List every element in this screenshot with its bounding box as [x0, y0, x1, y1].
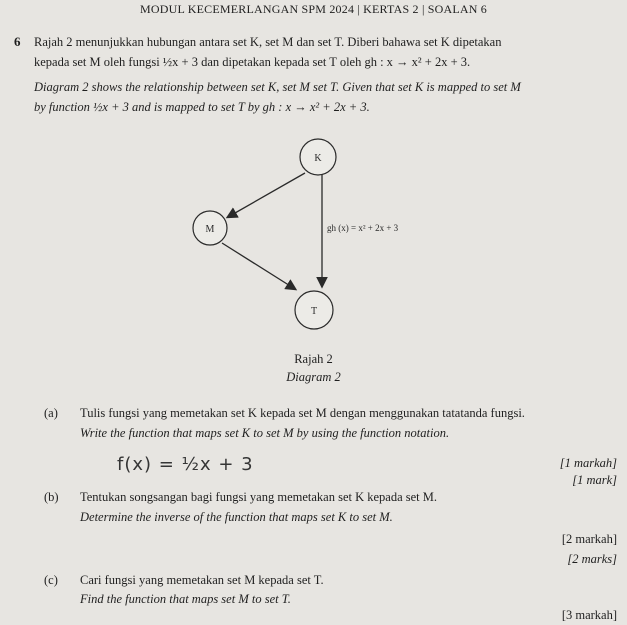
- question-number: 6: [14, 34, 21, 49]
- edge-m-to-t: [222, 243, 295, 289]
- node-m: [193, 211, 227, 245]
- part-b-marks-malay: [2 markah]: [561, 532, 617, 546]
- node-m-label: M: [205, 224, 215, 235]
- part-b-english: Determine the inverse of the function that maps set K to set M.: [80, 510, 393, 524]
- node-t-label: T: [310, 306, 318, 317]
- node-t: [295, 291, 333, 329]
- diagram-caption-english: Diagram 2: [286, 370, 341, 384]
- diagram-caption-malay: Rajah 2: [294, 352, 333, 366]
- edge-k-to-m: [228, 173, 305, 217]
- part-b-malay: Tentukan songsangan bagi fungsi yang memetakan set K kepada set M.: [80, 490, 438, 504]
- edge-label-gh: gh (x) = x² + 2x + 3: [327, 223, 399, 233]
- part-c-label: (c): [44, 573, 58, 587]
- part-b-marks-english: [2 marks]: [567, 552, 617, 566]
- part-c-marks-malay: [3 markah]: [561, 608, 617, 622]
- question-malay-line-1: Rajah 2 menunjukkan hubungan antara set K, set M dan set T. Diberi bahawa set K dipetakan: [34, 35, 502, 49]
- node-k: [300, 139, 336, 175]
- page-header: MODUL KECEMERLANGAN SPM 2024 | KERTAS 2 | SOALAN 6: [139, 2, 488, 16]
- part-c-malay: Cari fungsi yang memetakan set M kepada set T.: [80, 573, 324, 587]
- part-c-english: Find the function that maps set M to set T.: [80, 592, 291, 606]
- part-a-marks-english: [1 mark]: [572, 473, 617, 487]
- part-a-marks-malay: [1 markah]: [559, 456, 617, 470]
- part-a-handwritten-answer: f(x) = ½x + 3: [117, 454, 254, 475]
- part-a-english: Write the function that maps set K to set M by using the function notation.: [80, 426, 450, 440]
- question-english-line-2: by function ½x + 3 and is mapped to set T by gh : x → x² + 2x + 3.: [34, 100, 370, 114]
- question-malay-line-2: kepada set M oleh fungsi ½x + 3 dan dipetakan kepada set T oleh gh : x → x² + 2x + 3.: [34, 55, 471, 69]
- node-k-label: K: [314, 153, 322, 164]
- part-b-label: (b): [44, 490, 59, 504]
- part-a-label: (a): [44, 406, 58, 420]
- question-english-line-1: Diagram 2 shows the relationship between set K, set M set T. Given that set K is mapped to set M: [34, 80, 521, 94]
- part-a-malay: Tulis fungsi yang memetakan set K kepada set M dengan menggunakan tatatanda fungsi.: [80, 406, 525, 420]
